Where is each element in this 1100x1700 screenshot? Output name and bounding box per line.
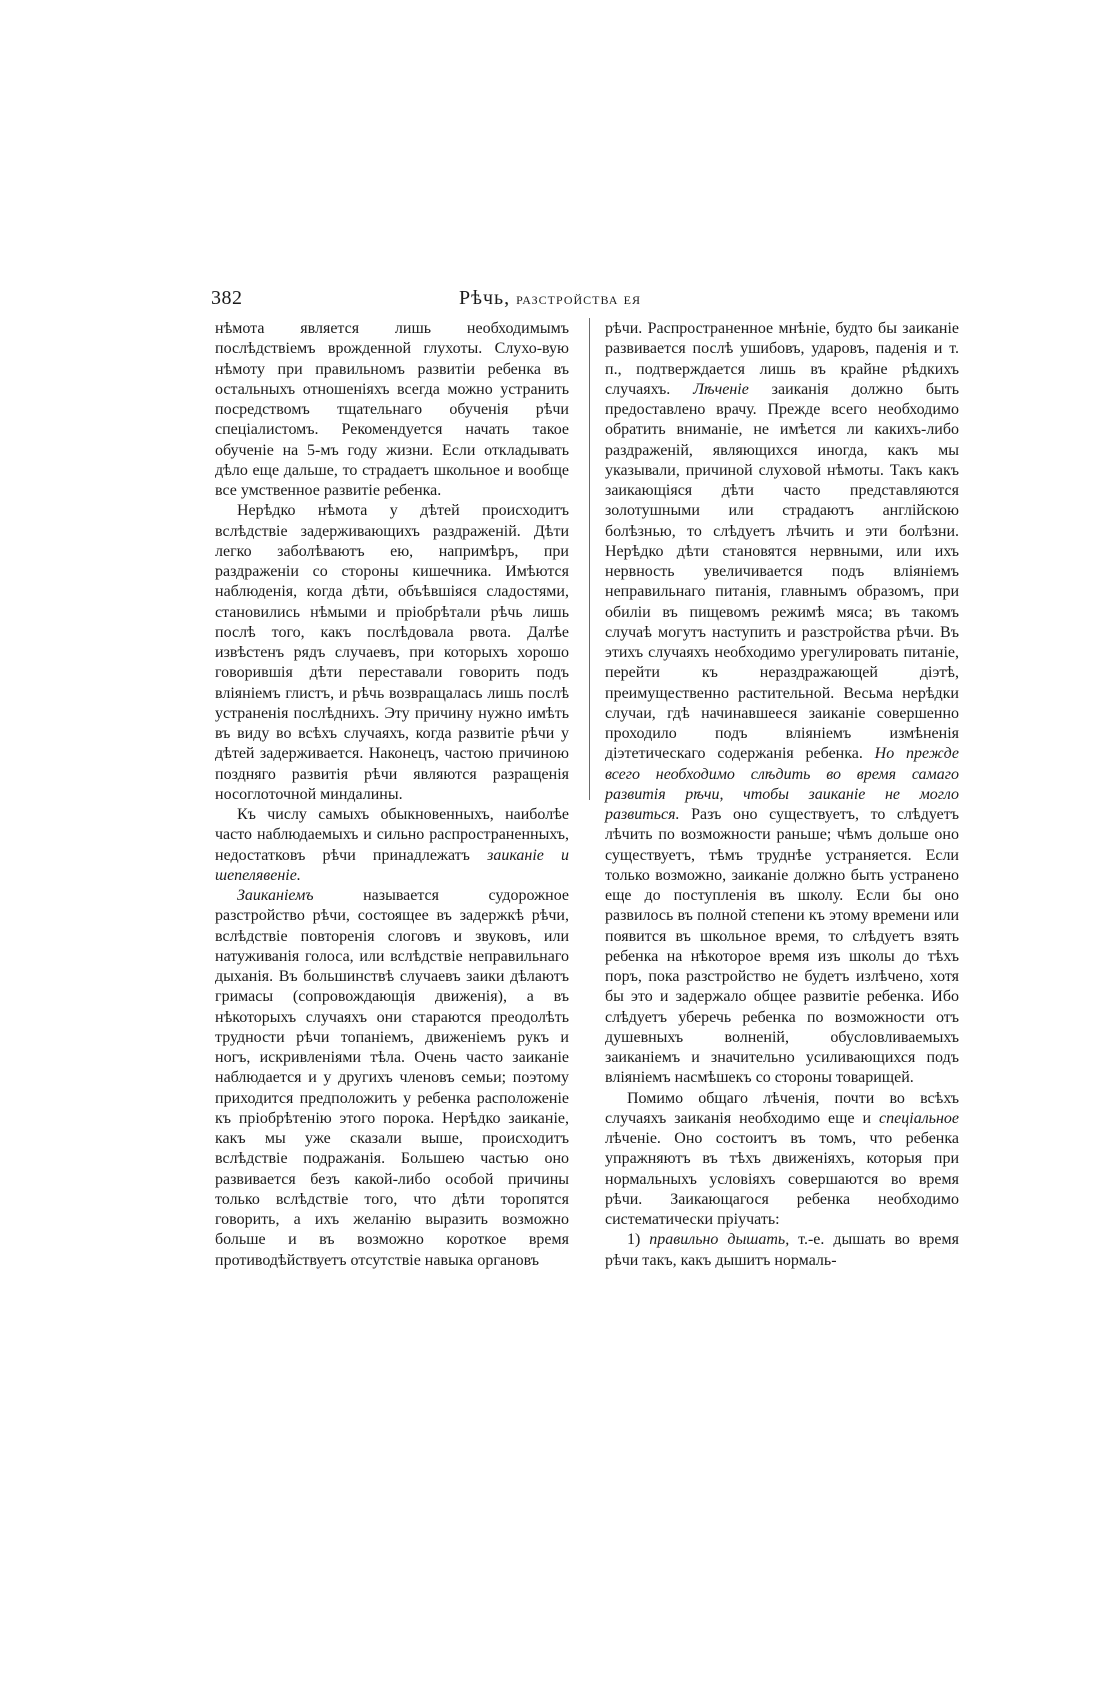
emphasis-text: Заиканіемъ xyxy=(237,887,314,904)
column-divider xyxy=(589,318,590,800)
running-head-subtitle: разстройства ея xyxy=(516,289,641,308)
emphasis-text: заиканіе и шепелявеніе. xyxy=(215,846,570,884)
paragraph: нѣмота является лишь необходимымъ послѣдствіемъ врожденной глухоты. Слухо-вую нѣмоту при правильномъ развитіи ребенка въ остальныхъ отношеніяхъ всегда можно устранить посредствомъ тщательнаго обученія рѣчи спеціалистомъ. Рекомендуется начать такое обученіе на 5-мъ году жизни. Если откладывать дѣло еще дальше, то страдаетъ школьное и вообще все умственное развитіе ребенка. xyxy=(215,320,569,499)
paragraph xyxy=(215,805,569,886)
right-column xyxy=(605,319,959,1271)
paragraph-text: рѣчи. Распространенное мнѣніе, будто бы заиканіе развивается послѣ ушибовъ, ударовъ, паденія и т. п., подтверждается лишь въ крайне рѣдкихъ случаяхъ. xyxy=(605,320,959,398)
left-column xyxy=(215,319,569,1271)
paragraph-text: Разъ оно существуетъ, то слѣдуетъ лѣчить по возможности раньше; чѣмъ дольше оно существуетъ, тѣмъ труднѣе устраняется. Если только возможно, заиканіе должно быть устранено еще до поступленія въ школу. Если бы оно развилось въ полной степени къ этому времени или появится въ школьное время, то слѣдуетъ взять ребенка на нѣкоторое время изъ школы до тѣхъ поръ, пока разстройство не будетъ излѣчено, хотя бы это и задержало общее развитіе ребенка. Ибо слѣдуетъ уберечь ребенка по возможности отъ душевныхъ волненій, обусловливаемыхъ заиканіемъ и значительно усиливающихся подъ вліяніемъ насмѣшекъ со стороны товарищей. xyxy=(605,806,959,1087)
paragraph: Нерѣдко нѣмота у дѣтей происходитъ вслѣдствіе задерживающихъ раздраженій. Дѣти легко заболѣваютъ ею, напримѣръ, при раздраженіи со стороны кишечника. Имѣются наблюденія, когда дѣти, объѣвшіяся сладостями, становились нѣмыми и пріобрѣтали рѣчь лишь послѣ того, какъ послѣдовала рвота. Далѣе извѣстенъ рядъ случаевъ, при которыхъ хорошо говорившія дѣти переставали говорить подъ вліяніемъ глистъ, и рѣчь возвращалась лишь послѣ устраненія послѣднихъ. Эту причину нужно имѣть въ виду во всѣхъ случаяхъ, когда развитіе рѣчи у дѣтей задерживается. Наконецъ, частою причиною поздняго развитія рѣчи являются разращенія носоглоточной миндалины. xyxy=(215,502,569,803)
paragraph xyxy=(605,1089,959,1231)
paragraph-text: Къ числу самыхъ обыкновенныхъ, наиболѣе часто наблюдаемыхъ и сильно распространенныхъ, недостатковъ рѣчи принадлежатъ xyxy=(215,806,569,864)
paragraph xyxy=(215,886,569,1271)
paragraph-text: заиканія должно быть предоставлено врачу. Прежде всего необходимо обратить вниманіе, не имѣется ли какихъ-либо раздраженій, являющихся иногда, какъ мы указывали, причиной слуховой нѣмоты. Такъ какъ заикающіяся дѣти часто представляются золотушными или страдаютъ англійскою болѣзнью, то слѣдуетъ лѣчить и эти болѣзни. Нерѣдко дѣти становятся нервными, или ихъ нервность увеличивается подъ вліяніемъ неправильнаго питанія, главнымъ образомъ, при обиліи въ пищевомъ режимѣ мяса; въ такомъ случаѣ могутъ наступить и разстройства рѣчи. Въ этихъ случаяхъ необходимо урегулировать питаніе, перейти къ нераздражающей діэтѣ, преимущественно растительной. Весьма нерѣдки случаи, гдѣ начинавшееся заиканіе совершенно проходило подъ вліяніемъ измѣненія діэтетическаго содержанія ребенка. xyxy=(605,380,959,763)
emphasis-text: спеціальное xyxy=(879,1109,959,1127)
running-head-title: Рѣчь, xyxy=(458,287,511,309)
page-number: 382 xyxy=(211,287,243,309)
emphasis-text: Но прежде всего необходимо слѣдить во время самаго развитія рѣчи, чтобы заиканіе не могло развиться. xyxy=(605,745,959,823)
running-head xyxy=(0,287,1100,310)
emphasis-text: правильно дышать, xyxy=(649,1231,790,1249)
paragraph xyxy=(605,319,959,1089)
paragraph-text: называется судорожное разстройство рѣчи, состоящее въ задержкѣ рѣчи, вслѣдствіе повторенія слоговъ и звуковъ, или натуживанія голоса, или вслѣдствіе неправильнаго дыханія. Въ большинствѣ случаевъ заики дѣлаютъ гримасы (сопровождающія движенія), а въ нѣкоторыхъ случаяхъ они стараются преодолѣть трудности рѣчи топаніемъ, движеніемъ рукъ и ногъ, искривленіями тѣла. Очень часто заиканіе наблюдается и у другихъ членовъ семьи; поэтому приходится предположить у ребенка расположеніе къ пріобрѣтенію этого порока. Нерѣдко заиканіе, какъ мы уже сказали выше, происходитъ вслѣдствіе подражанія. Большею частью оно развивается безъ какой-либо особой причины только вслѣдствіе того, что дѣти торопятся говорить, а ихъ желанію выразить возможно больше и въ возможно короткое время противодѣйствуетъ отсутствіе навыка органовъ xyxy=(215,887,570,1269)
paragraph-text: лѣченіе. Оно состоитъ въ томъ, что ребенка упражняютъ въ тѣхъ движеніяхъ, которыя при нормальныхъ условіяхъ совершаются во время рѣчи. Заикающагося ребенка необходимо систематически пріучать: xyxy=(605,1130,959,1228)
list-number: 1) xyxy=(627,1231,641,1249)
paragraph-text: т.-е. дышать во время рѣчи такъ, какъ дышитъ нормаль- xyxy=(605,1231,960,1269)
paragraph-text: Помимо общаго лѣченія, почти во всѣхъ случаяхъ заиканія необходимо еще и xyxy=(605,1089,959,1127)
list-item xyxy=(605,1230,959,1271)
emphasis-text: Лѣченіе xyxy=(693,380,749,398)
